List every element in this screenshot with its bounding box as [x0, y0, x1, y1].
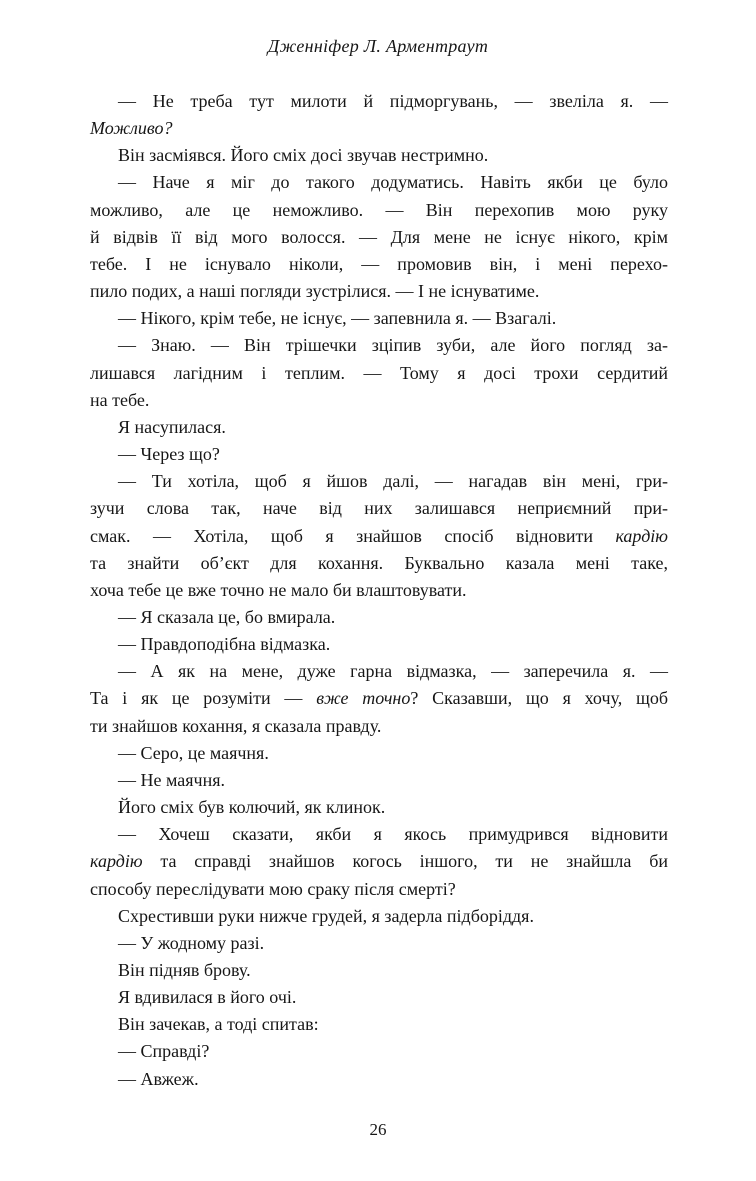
text-segment: Він підняв брову. [118, 960, 251, 980]
text-segment: Я насупилася. [118, 416, 226, 437]
text-segment: ? Сказавши, що я хочу, щоб [410, 688, 669, 709]
italic-text-segment: кардію [615, 525, 668, 546]
paragraph [90, 740, 668, 767]
text-segment: способу переслідувати мою сраку після смерті? [90, 878, 456, 899]
text-line [90, 197, 668, 224]
text-line [90, 1038, 668, 1065]
text-segment: Він засміявся. Його сміх досі звучав нестримно. [118, 145, 489, 166]
paragraph [90, 1011, 668, 1038]
page-number: 26 [369, 1120, 387, 1139]
text-line [90, 1011, 668, 1038]
text-segment: Його сміх був колючий, як клинок. [118, 797, 386, 818]
italic-text-segment: кардію [90, 851, 143, 872]
paragraph [90, 631, 668, 658]
text-segment: — Я сказала це, бо вмирала. [118, 606, 336, 627]
text-line [90, 441, 668, 468]
paragraph [90, 88, 668, 142]
text-line [90, 169, 668, 196]
text-line [90, 740, 668, 767]
text-line [90, 821, 668, 848]
text-line [90, 468, 668, 495]
text-line [90, 604, 668, 631]
text-line [90, 115, 668, 142]
text-segment: на тебе. [90, 389, 150, 410]
paragraph [90, 903, 668, 930]
text-line [90, 794, 668, 821]
text-line [90, 495, 668, 522]
text-segment: Я вдивилася в його очі. [118, 987, 297, 1008]
text-line [90, 767, 668, 794]
text-line [90, 903, 668, 930]
text-line [90, 631, 668, 658]
text-segment: — Нікого, крім тебе, не існує, — запевнила я. — Взагалі. [118, 308, 557, 329]
paragraph [90, 604, 668, 631]
text-segment: — Справді? [118, 1041, 210, 1062]
text-segment: та справді знайшов когось іншого, ти не знайшла би [142, 851, 668, 872]
text-segment: Він зачекав, а тоді спитав: [118, 1014, 319, 1035]
paragraph [90, 332, 668, 413]
paragraph [90, 169, 668, 305]
text-line [90, 658, 668, 685]
text-segment: тебе. І не існувало ніколи, — промовив він, і мені перехо- [90, 253, 668, 274]
text-line [90, 848, 668, 875]
text-segment: — Через що? [118, 444, 220, 465]
running-header: Дженніфер Л. Арментраут [267, 36, 489, 56]
paragraph [90, 1066, 668, 1093]
paragraph [90, 984, 668, 1011]
text-line [90, 360, 668, 387]
text-segment: — Знаю. — Він трішечки зціпив зуби, але його погляд за- [118, 335, 668, 356]
paragraph [90, 441, 668, 468]
text-line [90, 984, 668, 1011]
italic-text-segment: Можливо? [90, 118, 173, 139]
text-line [90, 251, 668, 278]
text-line [90, 713, 668, 740]
paragraph [90, 658, 668, 739]
body-text [90, 88, 668, 1093]
text-segment: зучи слова так, наче від них залишався неприємний при- [90, 498, 668, 519]
text-line [90, 876, 668, 903]
text-segment: — Не маячня. [118, 769, 225, 790]
text-line [90, 957, 668, 984]
paragraph [90, 767, 668, 794]
text-segment: — У жодному разі. [118, 932, 265, 953]
text-line [90, 278, 668, 305]
text-segment: — Наче я міг до такого додуматись. Навіть якби це було [118, 172, 668, 193]
text-line [90, 523, 668, 550]
paragraph [90, 957, 668, 984]
paragraph [90, 414, 668, 441]
text-segment: — Правдоподібна відмазка. [118, 634, 331, 655]
text-segment: ти знайшов кохання, я сказала правду. [90, 715, 382, 736]
text-line [90, 387, 668, 414]
italic-text-segment: вже точно [316, 688, 411, 709]
paragraph [90, 794, 668, 821]
paragraph [90, 468, 668, 604]
text-segment: смак. — Хотіла, щоб я знайшов спосіб відновити [90, 525, 616, 546]
text-segment: та знайти об’єкт для кохання. Буквально казала мені таке, [90, 552, 668, 573]
text-segment: й відвів її від мого волосся. — Для мене не існує нікого, крім [90, 226, 668, 247]
text-segment: — А як на мене, дуже гарна відмазка, — заперечила я. — [118, 661, 668, 682]
text-segment: — Не треба тут милоти й підморгувань, — звеліла я. — [118, 91, 668, 111]
text-line [90, 930, 668, 957]
text-segment: — Авжеж. [118, 1068, 199, 1089]
paragraph [90, 142, 668, 169]
text-line [90, 685, 668, 712]
text-segment: — Серо, це маячня. [118, 742, 269, 763]
text-line [90, 332, 668, 359]
text-line [90, 224, 668, 251]
text-segment: Та і як це розуміти — [90, 688, 317, 709]
text-line [90, 414, 668, 441]
text-segment: — Хочеш сказати, якби я якось примудрився відновити [118, 824, 668, 845]
text-segment: лишався лагідним і теплим. — Тому я досі трохи сердитий [90, 362, 668, 383]
paragraph [90, 821, 668, 902]
text-line [90, 88, 668, 115]
text-line [90, 577, 668, 604]
paragraph [90, 1038, 668, 1065]
text-line [90, 1066, 668, 1093]
text-line [90, 142, 668, 169]
text-line [90, 305, 668, 332]
text-segment: можливо, але це неможливо. — Він перехопив мою руку [90, 199, 668, 220]
text-line [90, 550, 668, 577]
paragraph [90, 930, 668, 957]
text-segment: — Ти хотіла, щоб я йшов далі, — нагадав він мені, гри- [118, 471, 668, 492]
text-segment: Схрестивши руки нижче грудей, я задерла підборіддя. [118, 905, 534, 926]
paragraph [90, 305, 668, 332]
text-segment: пило подих, а наші погляди зустрілися. — І не існуватиме. [90, 281, 540, 302]
text-segment: хоча тебе це вже точно не мало би влаштовувати. [90, 579, 467, 600]
